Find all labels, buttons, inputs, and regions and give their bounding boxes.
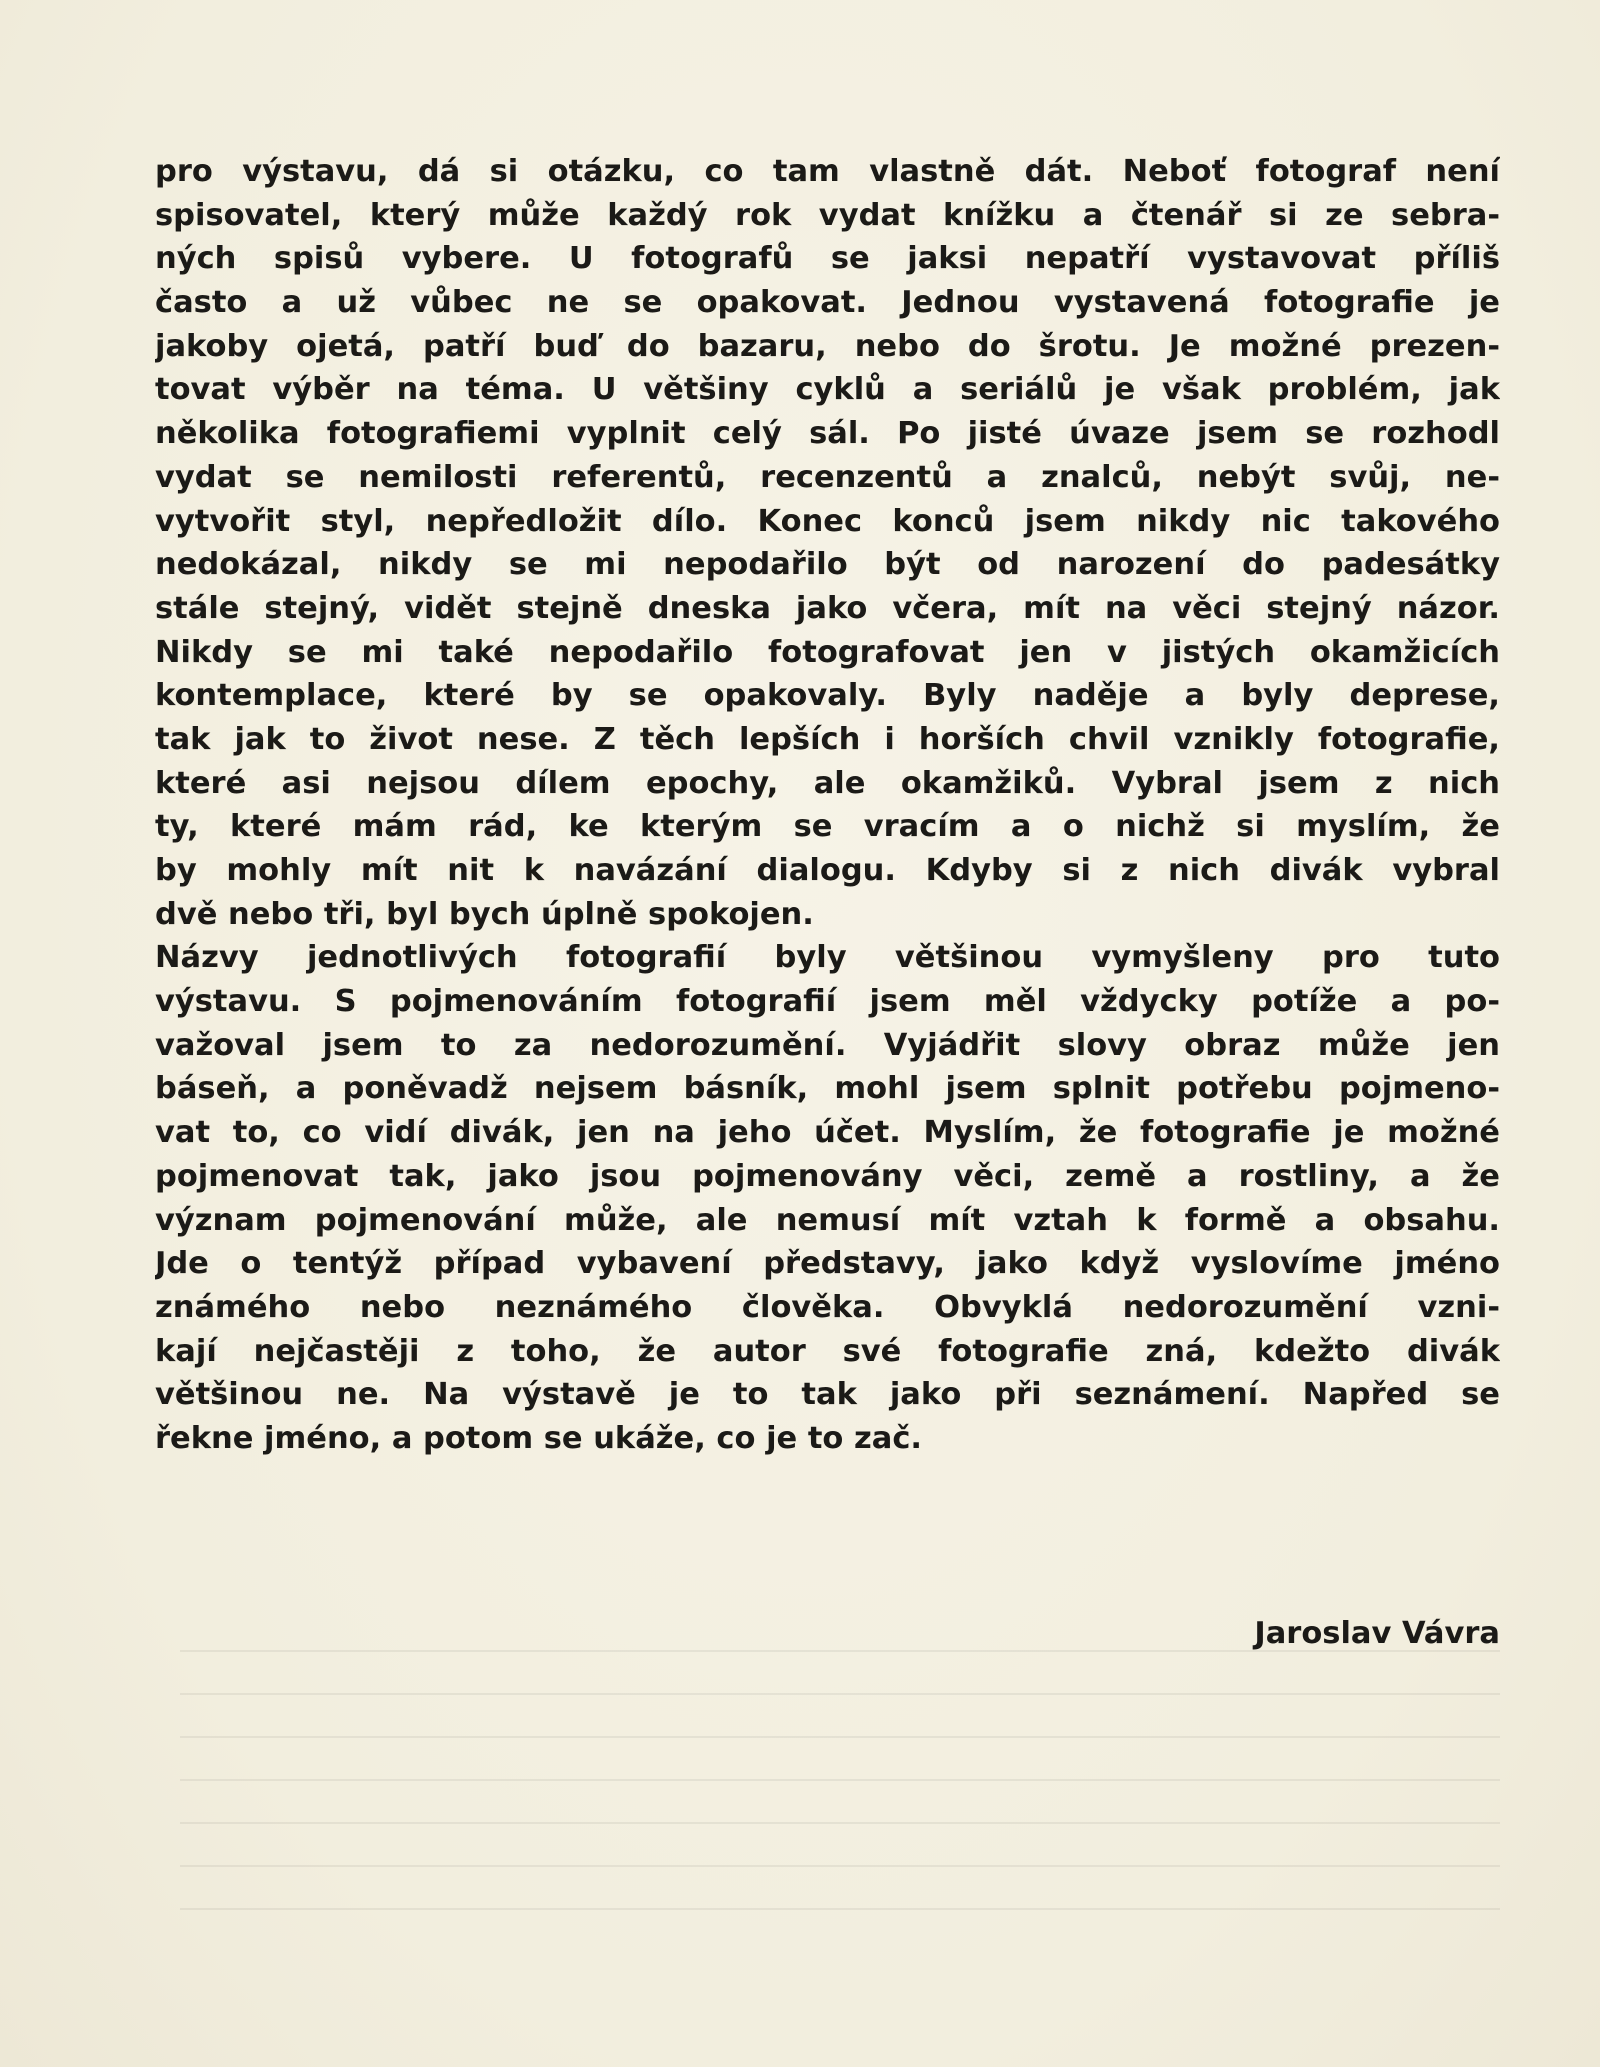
text-line: báseň, a poněvadž nejsem básník, mohl jsem splnit potřebu pojmeno- [155,1071,1500,1107]
text-line: spisovatel, který může každý rok vydat knížku a čtenář si ze sebra- [155,197,1500,233]
text-line: ných spisů vybere. U fotografů se jaksi nepatří vystavovat příliš [155,241,1500,277]
text-line: vytvořit styl, nepředložit dílo. Konec konců jsem nikdy nic takového [155,503,1500,539]
text-line: Jde o tentýž případ vybavení představy, jako když vyslovíme jméno [155,1246,1500,1282]
text-line: vydat se nemilosti referentů, recenzentů a znalců, nebýt svůj, ne- [155,459,1500,495]
text-line: výstavu. S pojmenováním fotografií jsem měl vždycky potíže a po- [155,984,1500,1020]
text-line: pojmenovat tak, jako jsou pojmenovány věci, země a rostliny, a že [155,1158,1500,1194]
text-line: většinou ne. Na výstavě je to tak jako při seznámení. Napřed se [155,1377,1500,1413]
text-line: pro výstavu, dá si otázku, co tam vlastně dát. Neboť fotograf není [155,154,1500,189]
text-line: stále stejný, vidět stejně dneska jako včera, mít na věci stejný názor. [155,590,1500,626]
text-line: tovat výběr na téma. U většiny cyklů a seriálů je však problém, jak [155,372,1500,408]
text-line: by mohly mít nit k navázání dialogu. Kdyby si z nich divák vybral [155,853,1500,888]
author-signature: Jaroslav Vávra [1254,1616,1500,1651]
text-line: často a už vůbec ne se opakovat. Jednou vystavená fotografie je [155,285,1500,321]
text-line: Názvy jednotlivých fotografií byly většinou vymyšleny pro tuto [155,940,1500,976]
text-line: které asi nejsou dílem epochy, ale okamžiků. Vybral jsem z nich [155,765,1500,801]
text-line: několika fotografiemi vyplnit celý sál. Po jisté úvaze jsem se rozhodl [155,416,1500,452]
text-line: važoval jsem to za nedorozumění. Vyjádřit slovy obraz může jen [155,1027,1500,1063]
paragraph-end-line: řekne jméno, a potom se ukáže, co je to zač. [155,1420,922,1456]
text-line: ty, které mám rád, ke kterým se vracím a o nichž si myslím, že [155,809,1500,845]
text-line: tak jak to život nese. Z těch lepších i horších chvil vznikly fotografie, [155,721,1500,757]
text-line: Nikdy se mi také nepodařilo fotografovat jen v jistých okamžicích [155,634,1500,670]
text-line: nedokázal, nikdy se mi nepodařilo být od narození do padesátky [155,547,1500,583]
text-line: jakoby ojetá, patří buď do bazaru, nebo do šrotu. Je možné prezen- [155,328,1500,364]
text-line: kontemplace, které by se opakovaly. Byly naděje a byly deprese, [155,678,1500,714]
text-line: známého nebo neznámého člověka. Obvyklá nedorozumění vzni- [155,1289,1500,1325]
essay-text [155,150,1500,1461]
text-line: vat to, co vidí divák, jen na jeho účet. Myslím, že fotografie je možné [155,1115,1500,1151]
text-line: kají nejčastěji z toho, že autor své fotografie zná, kdežto divák [155,1333,1500,1369]
text-line: význam pojmenování může, ale nemusí mít vztah k formě a obsahu. [155,1202,1500,1238]
paragraph-end-line: dvě nebo tři, byl bych úplně spokojen. [155,896,814,932]
reverse-side-bleed-through [180,1650,1500,1910]
